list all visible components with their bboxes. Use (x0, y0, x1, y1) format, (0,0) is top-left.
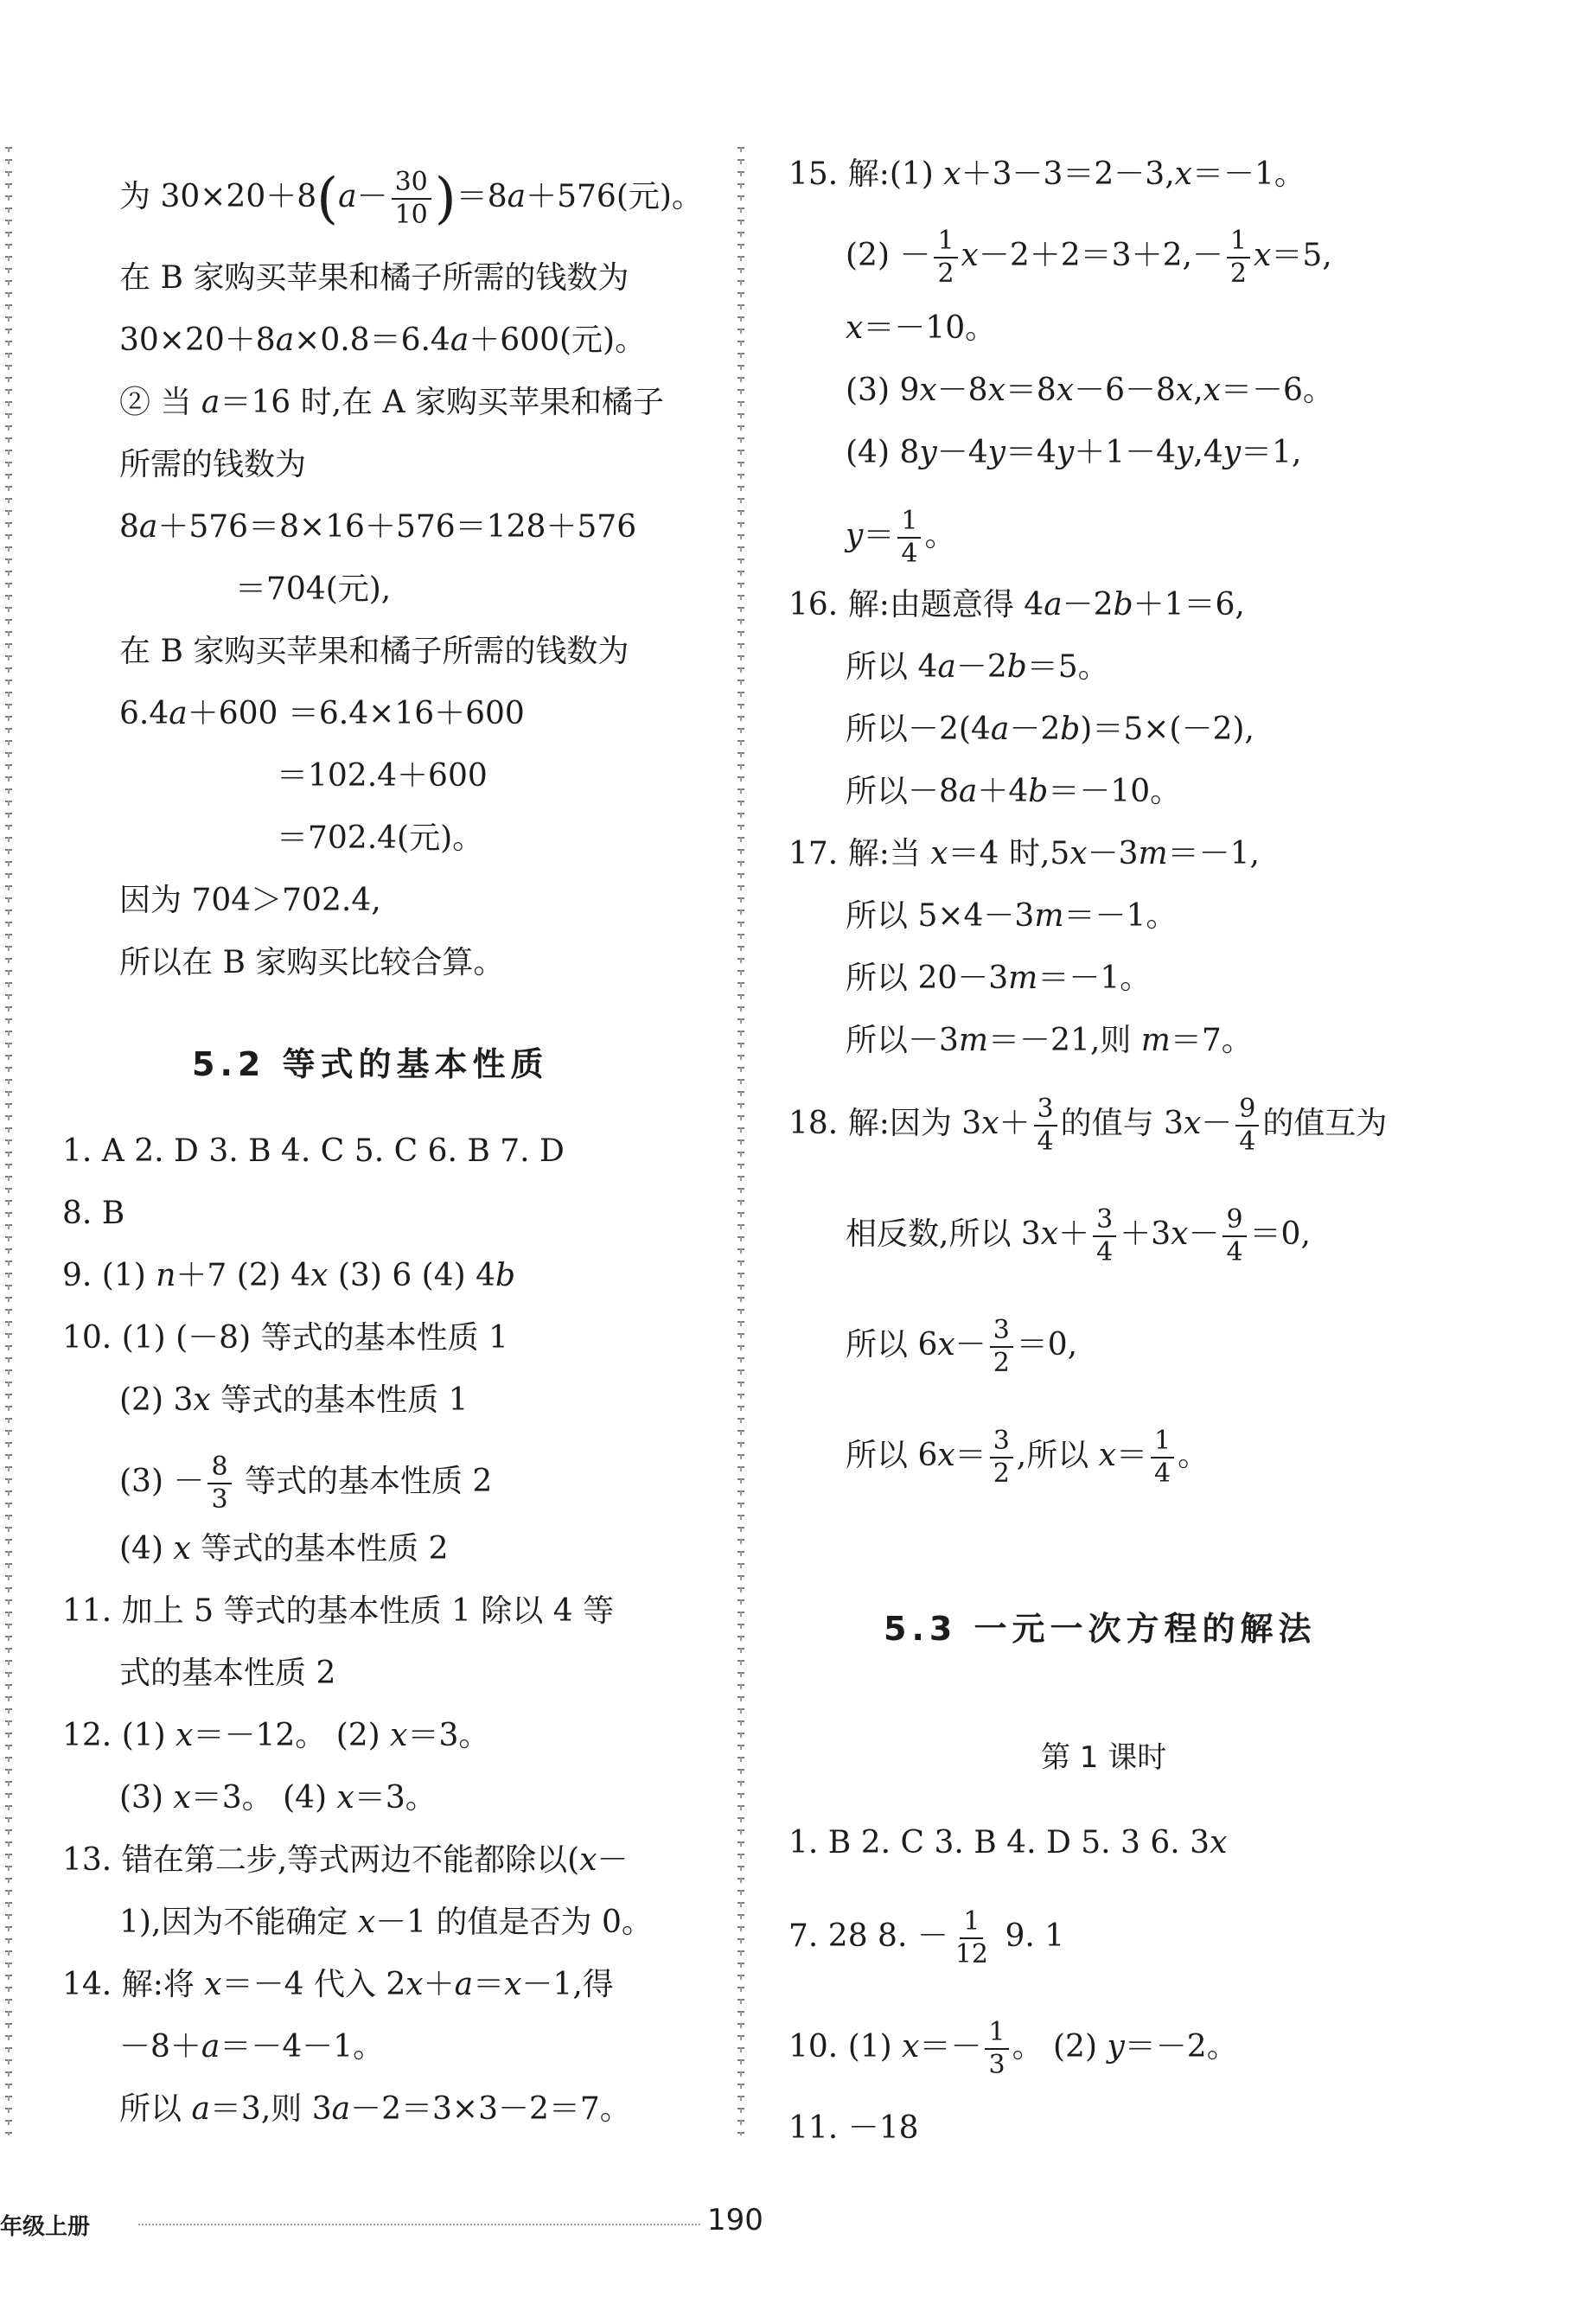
answer-line: 1. B 2. C 3. B 4. D 5. 3 6. 3x (788, 1825, 1228, 1860)
answer-line: 11. －18 (788, 2110, 919, 2146)
fraction: $\frac{1}{2}$ (1227, 226, 1250, 290)
answer-line: (2) 3x 等式的基本性质 1 (119, 1382, 469, 1418)
answer-line: 1),因为不能确定 x－1 的值是否为 0。 (119, 1905, 653, 1940)
fraction: $\frac{9}{4}$ (1223, 1204, 1246, 1268)
answer-line: 所以 6x－ $\frac{3}{2}$ ＝0, (846, 1315, 1078, 1378)
answer-line: 所以 4a－2b＝5。 (846, 649, 1109, 685)
answer-line: 相反数,所以 3x＋ $\frac{3}{4}$ ＋3x－ $\frac{9}{4}$ ＝0, (846, 1204, 1311, 1267)
lesson-heading: 第 1 课时 (1041, 1740, 1167, 1775)
fraction: $\frac{3}{4}$ (1034, 1094, 1057, 1158)
text-line: 因为 704＞702.4, (119, 883, 381, 918)
answer-line: x＝－10。 (846, 310, 997, 346)
text-line: 在 B 家购买苹果和橘子所需的钱数为 (119, 260, 629, 296)
text-line: ＝702.4(元)。 (277, 820, 484, 856)
fraction: $\frac{1}{3}$ (985, 2017, 1008, 2081)
answer-line: 9. (1) n＋7 (2) 4x (3) 6 (4) 4b (62, 1258, 516, 1293)
answer-line: 10. (1) (－8) 等式的基本性质 1 (62, 1320, 508, 1356)
text-line: 30×20＋8a×0.8＝6.4a＋600(元)。 (119, 322, 647, 358)
fraction: $\frac{9}{4}$ (1235, 1094, 1259, 1158)
fraction: $\frac{30}{10}$ (392, 167, 431, 231)
text-line: 6.4a＋600 ＝6.4×16＋600 (119, 696, 525, 731)
fraction: $\frac{1}{4}$ (1151, 1426, 1174, 1490)
fraction: $\frac{1}{2}$ (934, 226, 957, 290)
answer-line: (3) x＝3。 (4) x＝3。 (119, 1780, 437, 1816)
answer-line: 12. (1) x＝－12。 (2) x＝3。 (62, 1718, 490, 1753)
answer-line: 7. 28 8. － $\frac{1}{12}$ 9. 1 (788, 1906, 1065, 1969)
text-line: 所需的钱数为 (119, 447, 307, 482)
fraction: $\frac{3}{2}$ (990, 1426, 1013, 1490)
answer-line: 11. 加上 5 等式的基本性质 1 除以 4 等 (62, 1593, 615, 1629)
answer-line: (4) 8y－4y＝4y＋1－4y,4y＝1, (846, 435, 1302, 470)
fraction: $\frac{1}{12}$ (954, 1906, 989, 1969)
answer-line: (4) x 等式的基本性质 2 (119, 1531, 449, 1567)
answer-line: 16. 解:由题意得 4a－2b＋1＝6, (788, 587, 1245, 622)
text-line: 在 B 家购买苹果和橘子所需的钱数为 (119, 634, 629, 669)
text-line: 为 30×20＋8(a－ $\frac{30}{10}$ )＝8a＋576(元)。 (119, 167, 703, 231)
answer-line: 所以 6x＝ $\frac{3}{2}$ ,所以 x＝ $\frac{1}{4}$ 。 (846, 1426, 1210, 1489)
fraction: $\frac{8}{3}$ (207, 1452, 231, 1516)
answer-line: 18. 解:因为 3x＋ $\frac{3}{4}$ 的值与 3x－ $\frac{9}{4}$ 的值互为 (788, 1094, 1388, 1157)
answer-line: 13. 错在第二步,等式两边不能都除以(x－ (62, 1842, 629, 1878)
text-line: ＝704(元), (235, 571, 392, 607)
answer-line: 15. 解:(1) x＋3－3＝2－3,x＝－1。 (788, 156, 1306, 192)
answer-line: 10. (1) x＝－ $\frac{1}{3}$ 。 (2) y＝－2。 (788, 2017, 1238, 2080)
footer-dotted-rule (138, 2224, 700, 2225)
answer-line: 8. B (62, 1196, 125, 1231)
text-line: 8a＋576＝8×16＋576＝128＋576 (119, 509, 637, 545)
fraction: $\frac{3}{4}$ (1093, 1204, 1116, 1268)
answer-line: (3) － $\frac{8}{3}$ 等式的基本性质 2 (119, 1452, 493, 1515)
section-title-5-3: 5.3 一元一次方程的解法 (884, 1610, 1317, 1648)
answer-line: (2) － $\frac{1}{2}$ x－2＋2＝3＋2,－ $\frac{1}{2}$ x＝5, (846, 226, 1332, 289)
text-line: ② 当 a＝16 时,在 A 家购买苹果和橘子 (119, 385, 664, 420)
answer-line: 所以－2(4a－2b)＝5×(－2), (846, 712, 1254, 747)
answer-line: 17. 解:当 x＝4 时,5x－3m＝－1, (788, 836, 1261, 871)
answer-line: y＝ $\frac{1}{4}$ 。 (846, 506, 956, 569)
answer-line: 1. A 2. D 3. B 4. C 5. C 6. B 7. D (62, 1133, 565, 1169)
binding-holes-center (737, 147, 744, 2135)
answer-line: 所以 20－3m＝－1。 (846, 961, 1152, 996)
section-title-5-2: 5.2 等式的基本性质 (192, 1045, 549, 1083)
answer-line: (3) 9x－8x＝8x－6－8x,x＝－6。 (846, 373, 1334, 408)
answer-line: 式的基本性质 2 (119, 1656, 336, 1691)
text-line: 所以在 B 家购买比较合算。 (119, 945, 505, 980)
footer-grade-label: 年级上册 (0, 2214, 91, 2240)
answer-line: 所以－3m＝－21,则 m＝7。 (846, 1023, 1253, 1058)
answer-line: 所以 a＝3,则 3a－2＝3×3－2＝7。 (119, 2091, 631, 2127)
page-number: 190 (707, 2203, 763, 2237)
answer-line: 所以－8a＋4b＝－10。 (846, 774, 1182, 809)
text-line: ＝102.4＋600 (277, 758, 488, 794)
answer-line: 所以 5×4－3m＝－1。 (846, 898, 1178, 934)
answer-line: －8＋a＝－4－1。 (119, 2029, 385, 2065)
fraction: $\frac{1}{4}$ (897, 506, 921, 570)
answer-line: 14. 解:将 x＝－4 代入 2x＋a＝x－1,得 (62, 1967, 614, 2002)
binding-holes-left (5, 147, 12, 2135)
fraction: $\frac{3}{2}$ (990, 1315, 1013, 1379)
